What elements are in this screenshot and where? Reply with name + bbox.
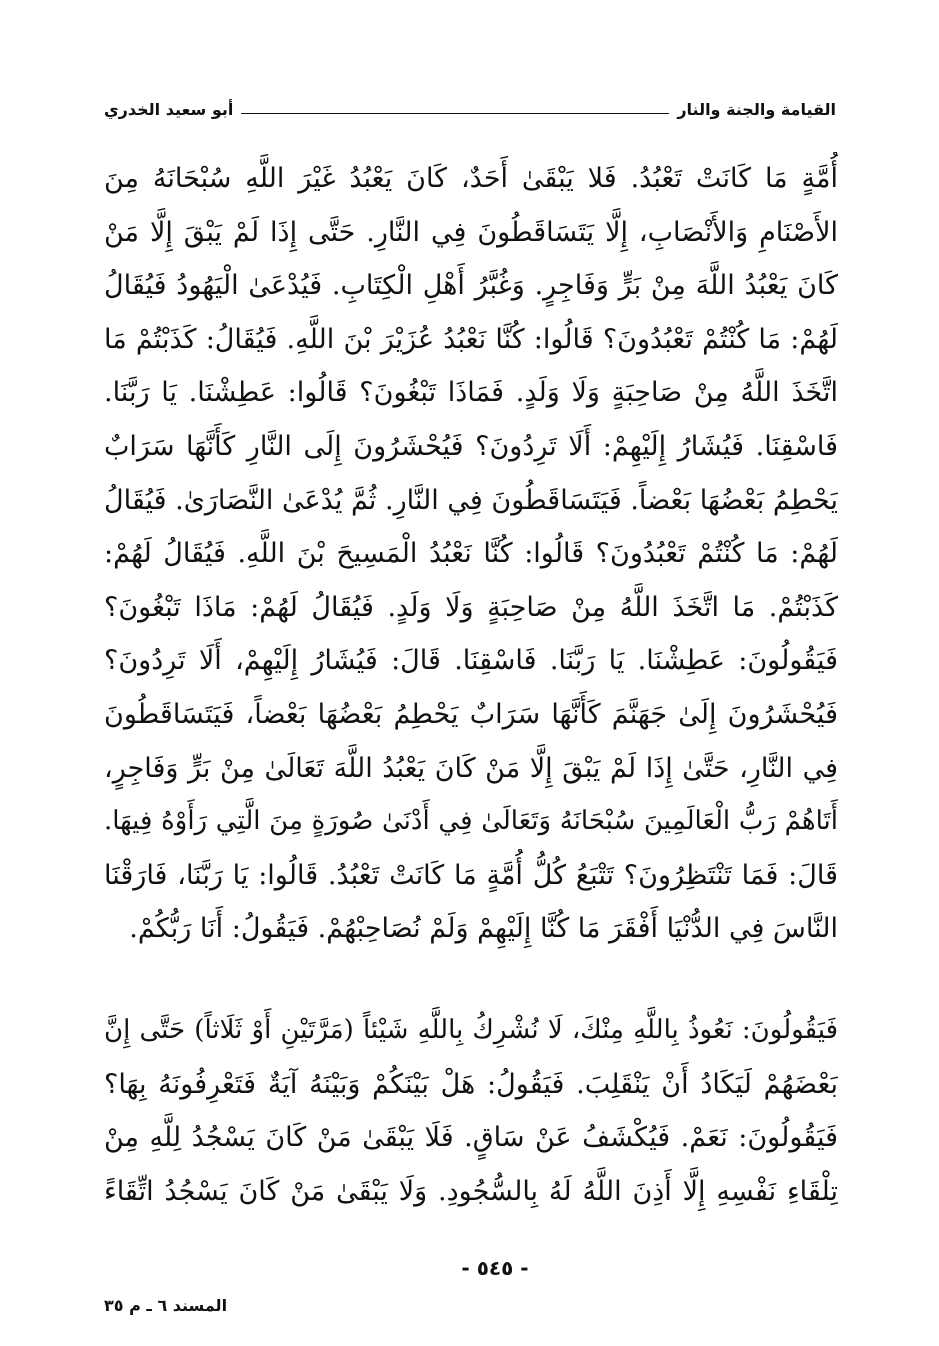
text-line: تِلْقَاءِ نَفْسِهِ إِلَّا أَذِنَ اللَّهُ لَهُ بِالسُّجُودِ. وَلَا يَبْقَىٰ مَنْ كَانَ يَسْجُدُ اتِّقَاءً — [104, 1175, 838, 1207]
running-head-rule — [241, 113, 669, 114]
text-line: لَهُمْ: مَا كُنْتُمْ تَعْبُدُونَ؟ قَالُوا: كُنَّا نَعْبُدُ الْمَسِيحَ بْنَ اللَّهِ. فَيُقَالُ لَهُمْ: — [104, 538, 838, 570]
text-line: فَيَقُولُونَ: نَعُوذُ بِاللَّهِ مِنْكَ، لَا نُشْرِكُ بِاللَّهِ شَيْئاً (مَرَّتَيْنِ أَوْ ثَلَاثاً) حَتَّى إِنَّ — [104, 1015, 838, 1045]
text-line: فَاسْقِنَا. فَيُشَارُ إِلَيْهِمْ: أَلَا تَرِدُونَ؟ فَيُحْشَرُونَ إِلَى النَّارِ كَأَنَّهَا سَرَابٌ — [104, 430, 838, 462]
text-line: يَحْطِمُ بَعْضُهَا بَعْضاً. فَيَتَسَاقَطُونَ فِي النَّارِ. ثُمَّ يُدْعَىٰ النَّصَارَىٰ. فَيُقَالُ — [104, 484, 838, 516]
text-line: قَالَ: فَمَا تَنْتَظِرُونَ؟ تَتْبَعُ كُلُّ أُمَّةٍ مَا كَانَتْ تَعْبُدُ. قَالُوا: يَا رَبَّنَا، فَارَقْنَا — [104, 859, 838, 891]
running-head-author: أبو سعيد الخدري — [104, 99, 234, 119]
text-line: فَيُحْشَرُونَ إِلَىٰ جَهَنَّمَ كَأَنَّهَا سَرَابٌ يَحْطِمُ بَعْضُهَا بَعْضاً، فَيَتَسَاقَطُونَ — [104, 698, 838, 730]
text-line: لَهُمْ: مَا كُنْتُمْ تَعْبُدُونَ؟ قَالُوا: كُنَّا نَعْبُدُ عُزَيْرَ بْنَ اللَّهِ. فَيُقَالُ: كَذَبْتُمْ مَا — [104, 323, 838, 355]
text-line: النَّاسَ فِي الدُّنْيَا أَفْقَرَ مَا كُنَّا إِلَيْهِمْ وَلَمْ نُصَاحِبْهُمْ. فَيَقُولُ: أَنَا رَبُّكُمْ. — [129, 913, 838, 945]
paragraph-1 — [104, 152, 838, 956]
paragraph-2 — [104, 1004, 838, 1218]
text-line: اتَّخَذَ اللَّهُ مِنْ صَاحِبَةٍ وَلَا وَلَدٍ. فَمَاذَا تَبْغُونَ؟ قَالُوا: عَطِشْنَا. يَا رَبَّنَا. — [104, 377, 838, 409]
running-head — [104, 94, 836, 124]
text-line: فَيَقُولُونَ: نَعَمْ. فَيُكْشَفُ عَنْ سَاقٍ. فَلَا يَبْقَىٰ مَنْ كَانَ يَسْجُدُ لِلَّهِ مِنْ — [104, 1122, 838, 1154]
text-line: كَانَ يَعْبُدُ اللَّهَ مِنْ بَرٍّ وَفَاجِرٍ. وَغُبَّرُ أَهْلِ الْكِتَابِ. فَيُدْعَىٰ الْيَهُودُ فَيُقَالُ — [104, 270, 838, 302]
text-line: بَعْضَهُمْ لَيَكَادُ أَنْ يَنْقَلِبَ. فَيَقُولُ: هَلْ بَيْنَكُمْ وَبَيْنَهُ آيَةٌ فَتَعْرِفُونَهُ بِهَا؟ — [104, 1068, 838, 1100]
page-number: - ٥٤٥ - — [461, 1256, 529, 1280]
text-line: فِي النَّارِ، حَتَّىٰ إِذَا لَمْ يَبْقَ إِلَّا مَنْ كَانَ يَعْبُدُ اللَّهَ تَعَالَىٰ مِنْ بَرٍّ وَفَاجِرٍ، — [104, 752, 838, 784]
text-line: فَيَقُولُونَ: عَطِشْنَا. يَا رَبَّنَا. فَاسْقِنَا. قَالَ: فَيُشَارُ إِلَيْهِمْ، أَلَا تَرِدُونَ؟ — [104, 645, 838, 677]
text-line: كَذَبْتُمْ. مَا اتَّخَذَ اللَّهُ مِنْ صَاحِبَةٍ وَلَا وَلَدٍ. فَيُقَالُ لَهُمْ: مَاذَا تَبْغُونَ؟ — [104, 591, 838, 623]
running-head-title: القيامة والجنة والنار — [677, 99, 836, 119]
volume-signature: المسند ٦ ـ م ٣٥ — [104, 1296, 228, 1315]
text-line: الأَصْنَامِ وَالأَنْصَابِ، إِلَّا يَتَسَاقَطُونَ فِي النَّارِ. حَتَّى إِذَا لَمْ يَبْقَ إِلَّا مَنْ — [104, 216, 838, 248]
text-line: أُمَّةٍ مَا كَانَتْ تَعْبُدُ. فَلا يَبْقَىٰ أَحَدٌ، كَانَ يَعْبُدُ غَيْرَ اللَّهِ سُبْحَانَهُ مِنَ — [104, 163, 838, 194]
text-line: أَتَاهُمْ رَبُّ الْعَالَمِينَ سُبْحَانَهُ وَتَعَالَىٰ فِي أَدْنَىٰ صُورَةٍ مِنَ الَّتِي رَأَوْهُ فِيهَا. — [104, 806, 838, 837]
